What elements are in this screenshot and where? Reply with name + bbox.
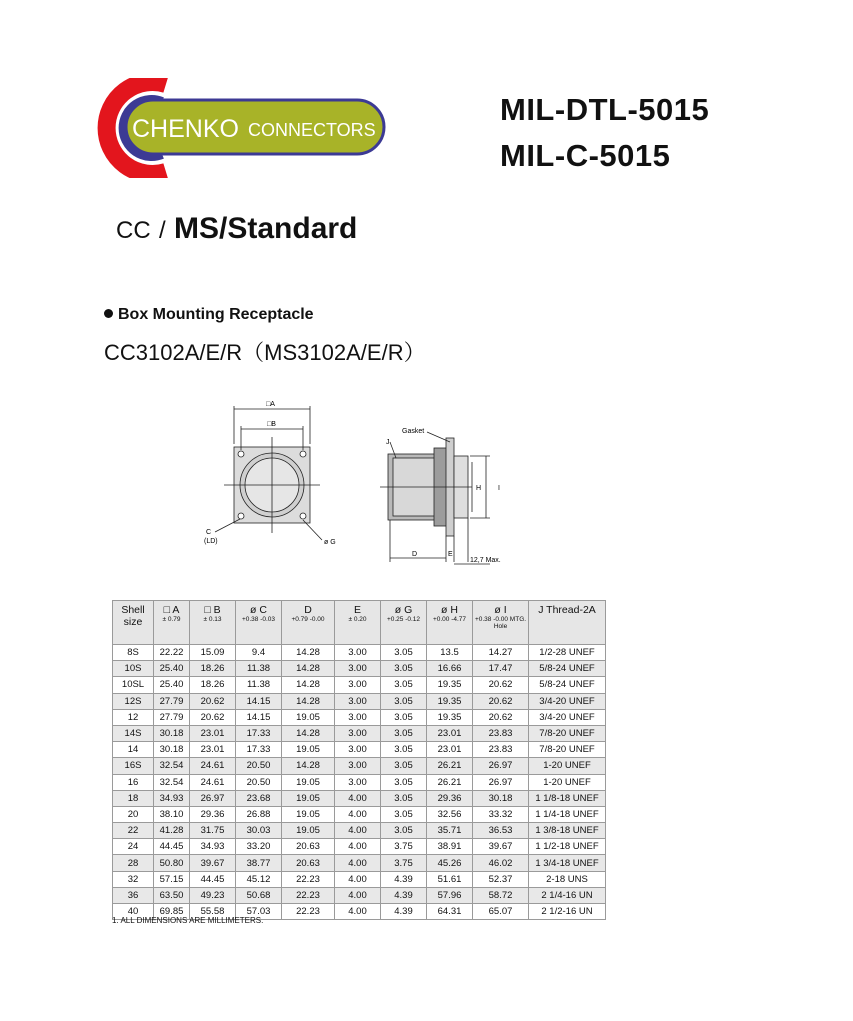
table-cell: 14.15: [236, 709, 282, 725]
standard-mil-dtl: MIL-DTL-5015: [500, 92, 710, 127]
cc-ms-standard-heading: [116, 212, 357, 246]
table-cell: 38.10: [154, 806, 190, 822]
logo-brand: CHENKO: [132, 115, 239, 143]
part-number: CC3102A/E/R（MS3102A/E/R）: [104, 340, 426, 365]
table-row: [113, 806, 606, 822]
dim-i-label: I: [498, 485, 500, 492]
header-g: ø G +0.25 -0.12: [381, 601, 427, 645]
table-row: [113, 661, 606, 677]
table-cell: 32.54: [154, 774, 190, 790]
table-row: [113, 855, 606, 871]
dim-a-label: □A: [266, 401, 275, 408]
table-cell: 1 1/4-18 UNEF: [529, 806, 606, 822]
table-cell: 29.36: [190, 806, 236, 822]
table-cell: 1 1/8-18 UNEF: [529, 790, 606, 806]
table-cell: 7/8-20 UNEF: [529, 725, 606, 741]
table-cell: 57.96: [427, 887, 473, 903]
table-cell: 20.62: [473, 677, 529, 693]
table-cell: 17.33: [236, 725, 282, 741]
table-cell: 14.28: [282, 661, 335, 677]
table-cell: 57.03: [236, 904, 282, 920]
table-cell: 44.45: [190, 871, 236, 887]
table-cell: 23.83: [473, 725, 529, 741]
cc-separator: /: [159, 217, 166, 244]
table-header-row: [113, 601, 606, 645]
table-cell: 65.07: [473, 904, 529, 920]
header-shell-size: Shell size: [113, 601, 154, 645]
table-row: [113, 790, 606, 806]
table-cell: 3.05: [381, 645, 427, 661]
table-cell: 50.80: [154, 855, 190, 871]
table-cell: 30.18: [154, 742, 190, 758]
table-cell: 34.93: [154, 790, 190, 806]
table-row: [113, 758, 606, 774]
table-cell: 28: [113, 855, 154, 871]
table-cell: 25.40: [154, 661, 190, 677]
table-cell: 26.97: [473, 758, 529, 774]
table-cell: 17.47: [473, 661, 529, 677]
table-cell: 4.00: [335, 871, 381, 887]
table-cell: 30.18: [154, 725, 190, 741]
table-cell: 24: [113, 839, 154, 855]
table-cell: 20.50: [236, 774, 282, 790]
table-cell: 19.05: [282, 742, 335, 758]
table-row: [113, 887, 606, 903]
technical-drawing: [190, 392, 520, 572]
table-cell: 4.00: [335, 806, 381, 822]
table-footnote: 1. ALL DIMENSIONS ARE MILLIMETERS.: [112, 916, 264, 925]
table-cell: 7/8-20 UNEF: [529, 742, 606, 758]
table-cell: 14.28: [282, 758, 335, 774]
table-row: [113, 709, 606, 725]
table-cell: 50.68: [236, 887, 282, 903]
table-cell: 1/2-28 UNEF: [529, 645, 606, 661]
dim-h-label: H: [476, 485, 482, 492]
table-cell: 33.20: [236, 839, 282, 855]
table-cell: 18.26: [190, 661, 236, 677]
table-row: [113, 871, 606, 887]
table-cell: 4.00: [335, 823, 381, 839]
table-cell: 1 3/4-18 UNEF: [529, 855, 606, 871]
table-cell: 32.56: [427, 806, 473, 822]
table-cell: 20.62: [473, 709, 529, 725]
table-cell: 38.77: [236, 855, 282, 871]
table-cell: 20.63: [282, 839, 335, 855]
table-cell: 20.62: [473, 693, 529, 709]
table-row: [113, 645, 606, 661]
table-cell: 3.00: [335, 677, 381, 693]
table-row: [113, 839, 606, 855]
table-cell: 11.38: [236, 677, 282, 693]
table-cell: 4.00: [335, 839, 381, 855]
table-row: [113, 677, 606, 693]
table-cell: 5/8-24 UNEF: [529, 677, 606, 693]
table-cell: 3.05: [381, 677, 427, 693]
table-cell: 19.05: [282, 790, 335, 806]
table-cell: 12S: [113, 693, 154, 709]
table-cell: 19.35: [427, 693, 473, 709]
table-cell: 26.88: [236, 806, 282, 822]
table-cell: 4.00: [335, 855, 381, 871]
table-cell: 1 1/2-18 UNEF: [529, 839, 606, 855]
table-cell: 3.05: [381, 742, 427, 758]
table-cell: 3.05: [381, 709, 427, 725]
header-h: ø H +0.00 -4.77: [427, 601, 473, 645]
table-cell: 2 1/2-16 UN: [529, 904, 606, 920]
table-cell: 13.5: [427, 645, 473, 661]
table-cell: 17.33: [236, 742, 282, 758]
table-cell: 4.00: [335, 904, 381, 920]
cc-label: CC: [116, 217, 151, 244]
table-cell: 25.40: [154, 677, 190, 693]
table-cell: 14.28: [282, 677, 335, 693]
table-cell: 20.62: [190, 709, 236, 725]
table-cell: 3/4-20 UNEF: [529, 709, 606, 725]
header-c: ø C +0.38 -0.03: [236, 601, 282, 645]
table-cell: 63.50: [154, 887, 190, 903]
table-cell: 1-20 UNEF: [529, 758, 606, 774]
table-cell: 23.01: [427, 725, 473, 741]
table-cell: 3.75: [381, 839, 427, 855]
table-cell: 69.85: [154, 904, 190, 920]
table-cell: 26.21: [427, 774, 473, 790]
gasket-label: Gasket: [402, 428, 425, 435]
table-cell: 18.26: [190, 677, 236, 693]
table-cell: 49.23: [190, 887, 236, 903]
table-cell: 23.01: [190, 742, 236, 758]
table-cell: 5/8-24 UNEF: [529, 661, 606, 677]
table-cell: 10SL: [113, 677, 154, 693]
table-cell: 19.05: [282, 823, 335, 839]
table-cell: 3.05: [381, 693, 427, 709]
table-cell: 39.67: [473, 839, 529, 855]
table-row: [113, 725, 606, 741]
table-cell: 3.00: [335, 693, 381, 709]
table-cell: 52.37: [473, 871, 529, 887]
table-cell: 19.05: [282, 709, 335, 725]
side-view: [380, 432, 490, 564]
table-cell: 19.05: [282, 774, 335, 790]
chenko-logo: [88, 78, 388, 178]
table-cell: 4.39: [381, 887, 427, 903]
table-cell: 8S: [113, 645, 154, 661]
dim-ld-label: (LD): [204, 538, 218, 545]
table-row: [113, 693, 606, 709]
table-cell: 14.28: [282, 693, 335, 709]
table-cell: 64.31: [427, 904, 473, 920]
table-cell: 14.28: [282, 725, 335, 741]
table-cell: 18: [113, 790, 154, 806]
dimension-table: [112, 600, 606, 920]
dim-g-label: ø G: [324, 539, 336, 546]
table-cell: 16S: [113, 758, 154, 774]
table-cell: 3.05: [381, 823, 427, 839]
table-cell: 31.75: [190, 823, 236, 839]
table-cell: 41.28: [154, 823, 190, 839]
dim-c-label: C: [206, 529, 212, 536]
table-cell: 22.23: [282, 887, 335, 903]
table-cell: 22.22: [154, 645, 190, 661]
table-cell: 40: [113, 904, 154, 920]
standard-mil-c: MIL-C-5015: [500, 138, 671, 173]
table-cell: 9.4: [236, 645, 282, 661]
table-cell: 30.03: [236, 823, 282, 839]
table-cell: 14.15: [236, 693, 282, 709]
logo-suffix: CONNECTORS: [248, 120, 376, 140]
table-cell: 14: [113, 742, 154, 758]
table-cell: 3.00: [335, 661, 381, 677]
table-cell: 45.12: [236, 871, 282, 887]
table-row: [113, 774, 606, 790]
table-cell: 4.00: [335, 887, 381, 903]
section-title-text: Box Mounting Receptacle: [118, 306, 314, 323]
table-cell: 44.45: [154, 839, 190, 855]
table-cell: 26.97: [473, 774, 529, 790]
header-j: J Thread-2A: [529, 601, 606, 645]
table-cell: 20: [113, 806, 154, 822]
table-cell: 16: [113, 774, 154, 790]
table-cell: 2 1/4-16 UN: [529, 887, 606, 903]
table-cell: 22: [113, 823, 154, 839]
table-cell: 20.62: [190, 693, 236, 709]
table-cell: 14S: [113, 725, 154, 741]
table-cell: 30.18: [473, 790, 529, 806]
table-cell: 20.50: [236, 758, 282, 774]
dim-d-label: D: [412, 551, 418, 558]
table-cell: 1-20 UNEF: [529, 774, 606, 790]
table-cell: 46.02: [473, 855, 529, 871]
table-cell: 32.54: [154, 758, 190, 774]
table-cell: 4.39: [381, 904, 427, 920]
table-cell: 34.93: [190, 839, 236, 855]
table-cell: 3.05: [381, 806, 427, 822]
table-cell: 10S: [113, 661, 154, 677]
table-cell: 3.00: [335, 709, 381, 725]
table-body: [113, 645, 606, 920]
table-cell: 45.26: [427, 855, 473, 871]
table-cell: 12: [113, 709, 154, 725]
table-cell: 39.67: [190, 855, 236, 871]
table-cell: 3.05: [381, 790, 427, 806]
table-cell: 22.23: [282, 871, 335, 887]
table-cell: 3.05: [381, 758, 427, 774]
table-cell: 23.68: [236, 790, 282, 806]
table-cell: 19.35: [427, 677, 473, 693]
table-cell: 36.53: [473, 823, 529, 839]
table-cell: 36: [113, 887, 154, 903]
table-cell: 27.79: [154, 693, 190, 709]
section-title: [104, 306, 314, 324]
table-cell: 14.27: [473, 645, 529, 661]
table-cell: 29.36: [427, 790, 473, 806]
dim-j-label: J: [386, 439, 390, 446]
table-cell: 23.01: [427, 742, 473, 758]
table-row: [113, 742, 606, 758]
dim-e-label: E: [448, 551, 453, 558]
header-b: □ B ± 0.13: [190, 601, 236, 645]
header-d: D +0.79 -0.00: [282, 601, 335, 645]
table-cell: 3.75: [381, 855, 427, 871]
table-cell: 14.28: [282, 645, 335, 661]
table-cell: 24.61: [190, 774, 236, 790]
table-cell: 19.35: [427, 709, 473, 725]
header-a: □ A ± 0.79: [154, 601, 190, 645]
table-cell: 4.00: [335, 790, 381, 806]
table-cell: 3.00: [335, 725, 381, 741]
table-cell: 2-18 UNS: [529, 871, 606, 887]
table-cell: 19.05: [282, 806, 335, 822]
table-cell: 51.61: [427, 871, 473, 887]
table-cell: 11.38: [236, 661, 282, 677]
table-cell: 3/4-20 UNEF: [529, 693, 606, 709]
table-row: [113, 823, 606, 839]
table-cell: 3.05: [381, 725, 427, 741]
table-cell: 32: [113, 871, 154, 887]
table-cell: 35.71: [427, 823, 473, 839]
table-cell: 16.66: [427, 661, 473, 677]
table-cell: 23.83: [473, 742, 529, 758]
max-length-label: 12,7 Max.: [470, 557, 501, 564]
ms-standard-label: MS/Standard: [174, 212, 358, 245]
table-cell: 58.72: [473, 887, 529, 903]
table-cell: 3.05: [381, 661, 427, 677]
table-cell: 38.91: [427, 839, 473, 855]
table-cell: 24.61: [190, 758, 236, 774]
header-e: E ± 0.20: [335, 601, 381, 645]
table-cell: 22.23: [282, 904, 335, 920]
table-cell: 26.97: [190, 790, 236, 806]
table-cell: 1 3/8-18 UNEF: [529, 823, 606, 839]
table-cell: 3.00: [335, 742, 381, 758]
table-cell: 3.00: [335, 758, 381, 774]
table-cell: 57.15: [154, 871, 190, 887]
table-cell: 3.00: [335, 645, 381, 661]
table-cell: 23.01: [190, 725, 236, 741]
dim-b-label: □B: [267, 421, 276, 428]
table-cell: 20.63: [282, 855, 335, 871]
table-cell: 55.58: [190, 904, 236, 920]
table-cell: 3.00: [335, 774, 381, 790]
bullet-icon: [104, 309, 113, 318]
table-cell: 27.79: [154, 709, 190, 725]
table-cell: 3.05: [381, 774, 427, 790]
table-cell: 26.21: [427, 758, 473, 774]
header-i: ø I +0.38 -0.00 MTG. Hole: [473, 601, 529, 645]
table-cell: 15.09: [190, 645, 236, 661]
table-cell: 33.32: [473, 806, 529, 822]
table-cell: 4.39: [381, 871, 427, 887]
